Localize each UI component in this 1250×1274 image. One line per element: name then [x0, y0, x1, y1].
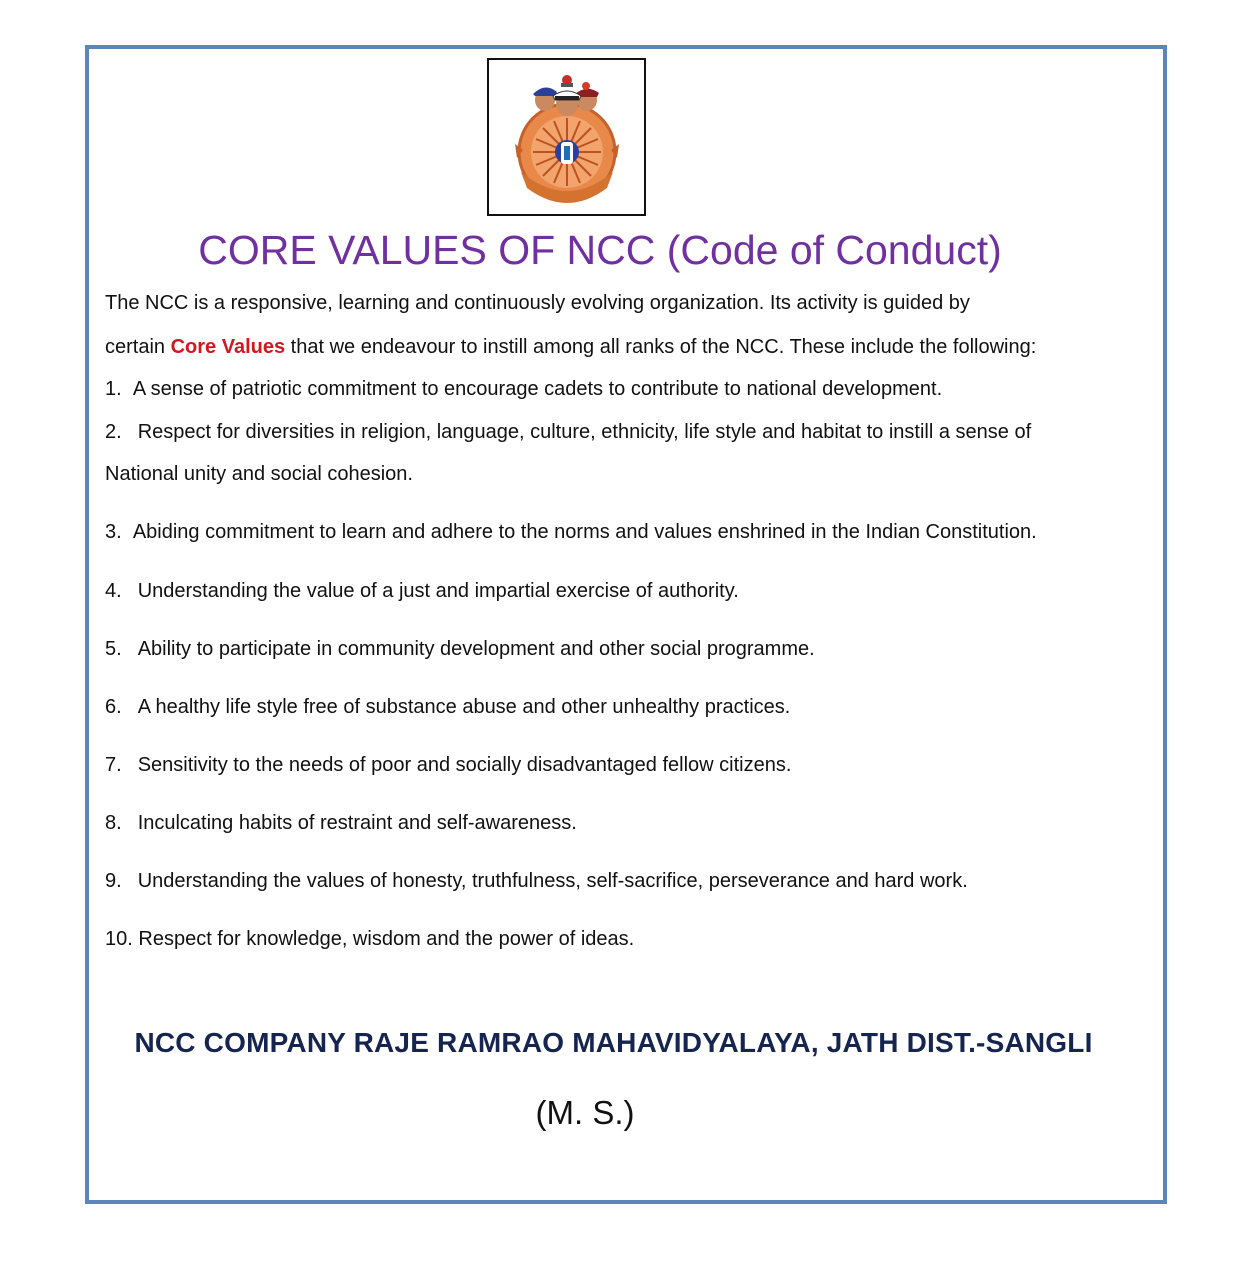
- item-number: 5.: [105, 638, 122, 660]
- item-text: Sensitivity to the needs of poor and socially disadvantaged fellow citizens.: [137, 754, 792, 776]
- page-title: CORE VALUES OF NCC (Code of Conduct): [198, 227, 1002, 273]
- intro-line-1: The NCC is a responsive, learning and continuously evolving organization. Its activity is guided by: [105, 292, 970, 314]
- list-item: [105, 926, 634, 952]
- list-item: [105, 868, 968, 894]
- intro-text-after: that we endeavour to instill among all ranks of the NCC. These include the following:: [285, 336, 1037, 358]
- item-number: 1.: [105, 378, 122, 400]
- list-item: [105, 752, 791, 778]
- item-text: A healthy life style free of substance abuse and other unhealthy practices.: [137, 696, 791, 718]
- item-number: 10.: [105, 928, 133, 950]
- intro-line-2: [105, 334, 1036, 360]
- list-item: [105, 578, 739, 604]
- list-item: [105, 810, 577, 836]
- state-abbreviation: (M. S.): [535, 1094, 635, 1131]
- list-item: [105, 694, 790, 720]
- ncc-emblem-icon: [489, 60, 644, 214]
- item-text: Inculcating habits of restraint and self-awareness.: [137, 812, 577, 834]
- item-text: A sense of patriotic commitment to encourage cadets to contribute to national development.: [132, 378, 943, 400]
- item-text: Understanding the values of honesty, truthfulness, self-sacrifice, perseverance and hard work.: [137, 870, 968, 892]
- item-text: Abiding commitment to learn and adhere to the norms and values enshrined in the Indian Constitution.: [132, 521, 1037, 543]
- list-item: [105, 636, 815, 662]
- list-item: [105, 376, 942, 402]
- item-text: Understanding the value of a just and impartial exercise of authority.: [137, 580, 739, 602]
- logo-box: [487, 58, 646, 216]
- item-number: 4.: [105, 580, 122, 602]
- list-item: [105, 419, 1031, 445]
- intro-text-before: certain: [105, 336, 171, 358]
- item-number: 6.: [105, 696, 122, 718]
- institution-name: NCC COMPANY RAJE RAMRAO MAHAVIDYALAYA, JATH DIST.-SANGLI: [134, 1027, 1093, 1058]
- item-text: Respect for diversities in religion, language, culture, ethnicity, life style and habitat to instill a sense of: [137, 421, 1032, 443]
- list-item-continuation: National unity and social cohesion.: [105, 463, 413, 485]
- item-number: 9.: [105, 870, 122, 892]
- item-text: Ability to participate in community development and other social programme.: [137, 638, 815, 660]
- list-item: [105, 519, 1037, 545]
- core-values-highlight: Core Values: [170, 336, 286, 358]
- item-number: 8.: [105, 812, 122, 834]
- item-number: 2.: [105, 421, 122, 443]
- item-text: Respect for knowledge, wisdom and the power of ideas.: [138, 928, 635, 950]
- item-number: 7.: [105, 754, 122, 776]
- item-number: 3.: [105, 521, 122, 543]
